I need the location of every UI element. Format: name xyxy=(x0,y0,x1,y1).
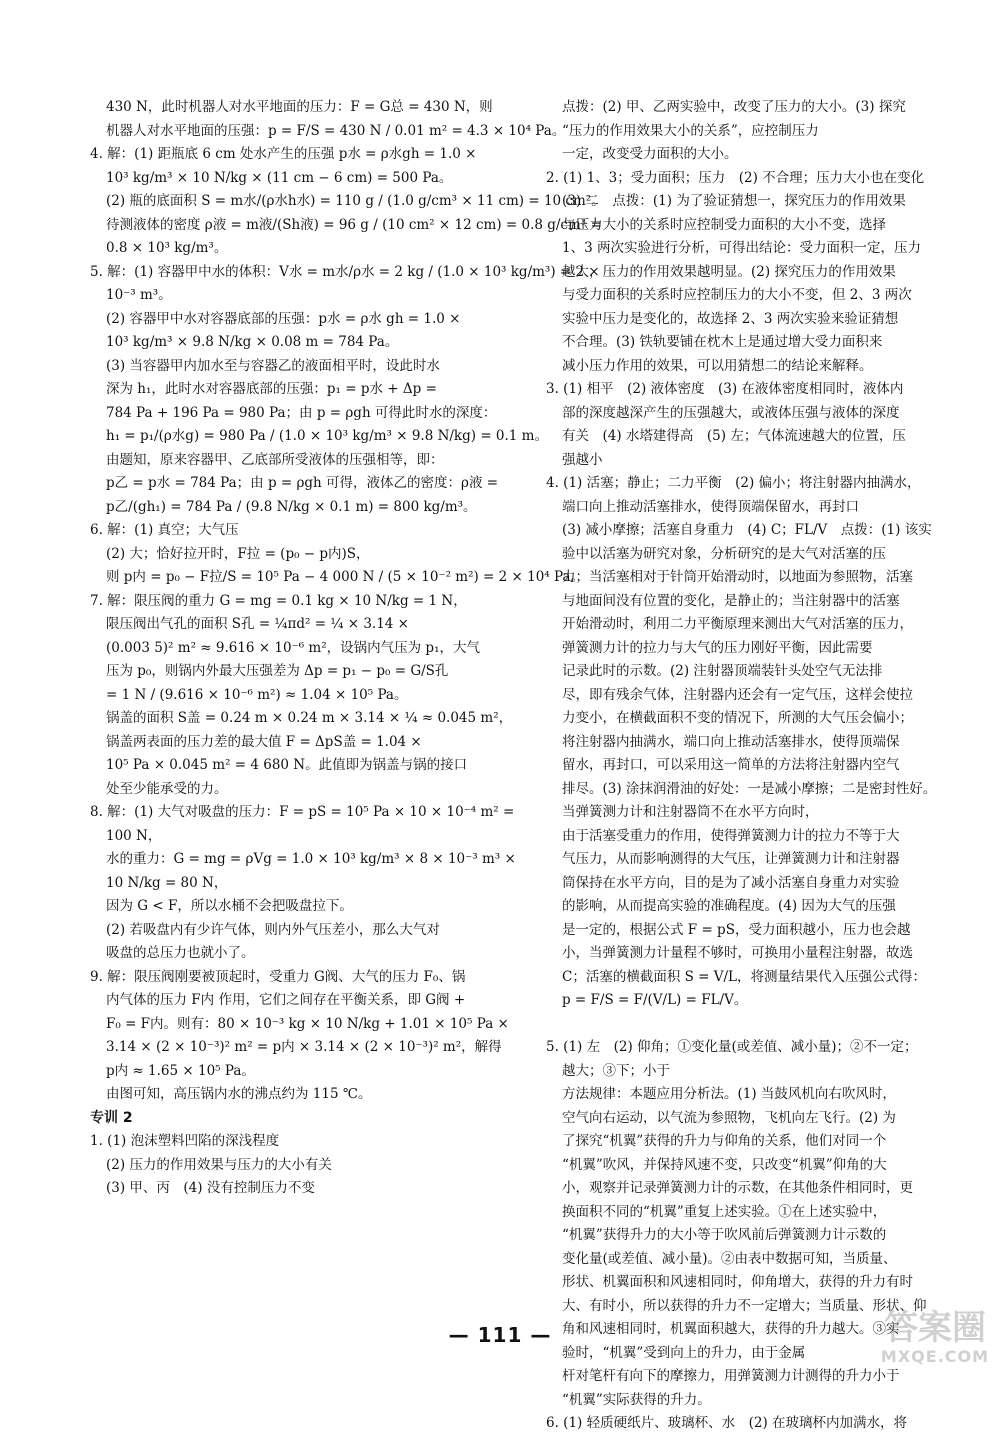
left-column-line: 8. 解：(1) 大气对吸盘的压力：F = pS = 10⁵ Pa × 10 × 10⁻⁴ m² = xyxy=(90,804,515,820)
left-column-line: (3) 甲、丙 (4) 没有控制压力不变 xyxy=(106,1180,315,1196)
left-column-line: 限压阀出气孔的面积 S孔 = ¼πd² = ¼ × 3.14 × xyxy=(106,616,409,632)
right-column-line: 力变小，在横截面积不变的情况下，所测的大气压会偏小； xyxy=(562,710,913,726)
right-column-line: “机翼”实际获得的升力。 xyxy=(562,1391,711,1408)
right-column-line: 方法规律：本题应用分析法。(1) 当鼓风机向右吹风时， xyxy=(562,1086,896,1102)
left-column-line: (2) 大；恰好拉开时，F拉 = (p₀ − p内)S， xyxy=(106,545,370,562)
right-column-line: 由于活塞受重力的作用，使得弹簧测力计的拉力不等于大 xyxy=(562,827,900,844)
left-column-line: p乙/(gh₁) = 784 Pa / (9.8 N/kg × 0.1 m) = 800 kg/m³。 xyxy=(106,498,477,515)
left-column-line: 处至少能承受的力。 xyxy=(106,780,228,797)
left-column-line: 专训 2 xyxy=(90,1109,133,1126)
right-column-line: 5. (1) 左 (2) 仰角；①变化量(或差值、减小量)；②不一定； xyxy=(546,1039,918,1055)
right-column-line: “机翼”获得升力的大小等于吹风前后弹簧测力计示数的 xyxy=(562,1227,887,1243)
right-column-line: 排尽。(3) 涂抹润滑油的好处：一是减小摩擦；二是密封性好。 xyxy=(562,780,937,797)
watermark-logo xyxy=(880,1309,990,1379)
right-column-line: (3) 减小摩擦；活塞自身重力 (4) C；FL/V 点拨：(1) 该实 xyxy=(562,522,932,538)
right-column-line: 将注射器内抽满水，端口向上推动活塞排水，使得顶端保 xyxy=(562,733,900,750)
left-column-line: 10⁵ Pa × 0.045 m² = 4 680 N。此值即为锅盖与锅的接口 xyxy=(106,757,468,773)
right-column-line: 有关 (4) 水塔建得高 (5) 左；气体流速越大的位置，压 xyxy=(562,428,906,444)
right-column-line: 6. (1) 轻质硬纸片、玻璃杯、水 (2) 在玻璃杯内加满水，将 xyxy=(546,1415,907,1431)
right-column-line: 形状、机翼面积和风速相同时，仰角增大，获得的升力有时 xyxy=(562,1274,913,1290)
right-column-line: 越大；③下；小于 xyxy=(562,1062,670,1079)
left-column-line: 5. 解：(1) 容器甲中水的体积：V水 = m水/ρ水 = 2 kg / (1.0 × 10³ kg/m³) = 2 × xyxy=(90,263,600,280)
right-column-line: 部的深度越深产生的压强越大，或液体压强与液体的深度 xyxy=(562,404,900,421)
right-column-line: 强越小 xyxy=(562,451,603,468)
left-column-line: 10 N/kg = 80 N， xyxy=(106,874,228,891)
left-column-line: 100 N， xyxy=(106,827,162,844)
left-column-line: 10³ kg/m³ × 9.8 N/kg × 0.08 m = 784 Pa。 xyxy=(106,334,399,350)
right-column-line: 力；当活塞相对于针筒开始滑动时，以地面为参照物，活塞 xyxy=(562,569,913,585)
right-column-line: 记录此时的示数。(2) 注射器顶端装针头处空气无法排 xyxy=(562,663,883,679)
left-column-line: 3.14 × (2 × 10⁻³)² m² = p内 × 3.14 × (2 × 10⁻³)² m²，解得 xyxy=(106,1039,502,1055)
left-column-line: p内 ≈ 1.65 × 10⁵ Pa。 xyxy=(106,1062,255,1079)
right-column-line: 1、3 两次实验进行分析，可得出结论：受力面积一定，压力 xyxy=(562,240,921,256)
right-column-line: 弹簧测力计的拉力与大气的压力刚好平衡，因此需要 xyxy=(562,639,873,656)
left-column-line: 锅盖的面积 S盖 = 0.24 m × 0.24 m × 3.14 × ¼ ≈ 0.045 m²， xyxy=(106,710,513,726)
left-column-line: 由图可知，高压锅内水的沸点约为 115 ℃。 xyxy=(106,1086,372,1102)
right-column-line: 变化量(或差值、减小量)。②由表中数据可知，当质量、 xyxy=(562,1250,897,1267)
right-column-line: (3) 二 点拨：(1) 为了验证猜想一，探究压力的作用效果 xyxy=(562,193,906,209)
watermark-logo-url: MXQE.COM xyxy=(880,1347,990,1366)
right-column-line: 不合理。(3) 铁轨要铺在枕木上是通过增大受力面积来 xyxy=(562,334,883,350)
left-column-line: 水的重力：G = mg = ρVg = 1.0 × 10³ kg/m³ × 8 × 10⁻³ m³ × xyxy=(106,851,516,867)
left-column-line: (2) 瓶的底面积 S = m水/(ρ水h水) = 110 g / (1.0 g/cm³ × 11 cm) = 10 cm²。 xyxy=(106,193,605,209)
left-column-line: h₁ = p₁/(ρ水g) = 980 Pa / (1.0 × 10³ kg/m³ × 9.8 N/kg) = 0.1 m。 xyxy=(106,428,548,444)
left-column-line: (0.003 5)² m² ≈ 9.616 × 10⁻⁶ m²，设锅内气压为 p₁，大气 xyxy=(106,639,480,656)
left-column-line: = 1 N / (9.616 × 10⁻⁶ m²) ≈ 1.04 × 10⁵ Pa。 xyxy=(106,686,408,703)
right-column-line: 当弹簧测力计和注射器筒不在水平方向时， xyxy=(562,804,819,820)
left-column-line: 机器人对水平地面的压强：p = F/S = 430 N / 0.01 m² = 4.3 × 10⁴ Pa。 xyxy=(106,122,566,139)
left-column-line: 压为 p₀，则锅内外最大压强差为 Δp = p₁ − p₀ = G/S孔 xyxy=(106,663,449,679)
right-column-line: 角和风速相同时，机翼面积越大，获得的升力越大。③实 xyxy=(562,1321,900,1337)
left-column-line: 内气体的压力 F内 作用，它们之间存在平衡关系，即 G阀 + xyxy=(106,992,466,1008)
right-column-line: 小，当弹簧测力计量程不够时，可换用小量程注射器，故选 xyxy=(562,945,913,961)
right-column-line: 一定，改变受力面积的大小。 xyxy=(562,146,738,162)
right-column-line: 3. (1) 相平 (2) 液体密度 (3) 在液体密度相同时，液体内 xyxy=(546,381,904,397)
right-column-line: 小，观察并记录弹簧测力计的示数，在其他条件相同时，更 xyxy=(562,1180,913,1196)
right-column-line: p = F/S = F/(V/L) = FL/V。 xyxy=(562,992,748,1008)
left-column-line: (2) 压力的作用效果与压力的大小有关 xyxy=(106,1156,332,1173)
right-column-line: C；活塞的横截面积 S = V/L，将测量结果代入压强公式得： xyxy=(562,968,927,985)
right-column-line: 空气向右运动，以气流为参照物，飞机向左飞行。(2) 为 xyxy=(562,1109,896,1126)
left-column-line: 9. 解：限压阀刚要被顶起时，受重力 G阀、大气的压力 F₀、锅 xyxy=(90,968,466,985)
right-column-line: 与受力面积的关系时应控制压力的大小不变，但 2、3 两次 xyxy=(562,287,912,303)
watermark-logo-mark: 答案圈 xyxy=(884,1308,986,1348)
right-column-line: “机翼”吹风，并保持风速不变，只改变“机翼”仰角的大 xyxy=(562,1156,887,1173)
left-column-line: 0.8 × 10³ kg/m³。 xyxy=(106,240,228,256)
left-column-line: 1. (1) 泡沫塑料凹陷的深浅程度 xyxy=(90,1133,280,1149)
left-column-line: 430 N，此时机器人对水平地面的压力：F = G总 = 430 N，则 xyxy=(106,99,493,115)
right-column-line: “压力的作用效果大小的关系”，应控制压力 xyxy=(562,122,819,139)
left-column-line: 6. 解：(1) 真空；大气压 xyxy=(90,522,239,538)
left-column-line: 锅盖两表面的压力差的最大值 F = ΔpS盖 = 1.04 × xyxy=(106,733,422,750)
right-column-line xyxy=(546,1013,986,1037)
right-column-line: 减小压力作用的效果，可以用猜想二的结论来解释。 xyxy=(562,357,873,374)
right-column-line: 是一定的，根据公式 F = pS，受力面积越小，压力也会越 xyxy=(562,921,911,938)
left-column-line: 深为 h₁，此时水对容器底部的压强：p₁ = p水 + Δp = xyxy=(106,381,437,397)
right-column xyxy=(546,96,986,1436)
right-column-line: 与地面间没有位置的变化，是静止的；当注射器中的活塞 xyxy=(562,592,900,609)
page-number: — 111 — xyxy=(448,1323,552,1347)
left-column-line: (3) 当容器甲内加水至与容器乙的液面相平时，设此时水 xyxy=(106,357,440,374)
left-column-line: 10³ kg/m³ × 10 N/kg × (11 cm − 6 cm) = 500 Pa。 xyxy=(106,169,453,186)
right-column-line: 尽，即有残余气体，注射器内还会有一定气压，这样会使拉 xyxy=(562,686,913,703)
right-column-line: 验中以活塞为研究对象，分析研究的是大气对活塞的压 xyxy=(562,545,886,562)
right-column-line: 端口向上推动活塞排水，使得顶端保留水，再封口 xyxy=(562,498,859,515)
left-column-line: 784 Pa + 196 Pa = 980 Pa；由 p = ρgh 可得此时水的深度： xyxy=(106,404,497,421)
left-column-line: (2) 若吸盘内有少许气体，则内外气压差小，那么大气对 xyxy=(106,921,440,938)
left-column-line: 7. 解：限压阀的重力 G = mg = 0.1 kg × 10 N/kg = 1 N， xyxy=(90,592,467,609)
right-column-line: 越大，压力的作用效果越明显。(2) 探究压力的作用效果 xyxy=(562,263,896,280)
right-column-line: 留水，再封口，可以采用这一简单的方法将注射器内空气 xyxy=(562,757,900,773)
right-column-line: 大、有时小，所以获得的升力不一定增大；当质量、形状、仰 xyxy=(562,1297,927,1314)
right-column-line: 4. (1) 活塞；静止；二力平衡 (2) 偏小；将注射器内抽满水， xyxy=(546,475,921,491)
left-column-line: p乙 = p水 = 784 Pa；由 p = ρgh 可得，液体乙的密度：ρ液 = xyxy=(106,475,499,491)
left-column-line: 10⁻³ m³。 xyxy=(106,287,172,303)
right-column-line: 杆对笔杆有向下的摩擦力，用弹簧测力计测得的升力小于 xyxy=(562,1368,900,1384)
right-column-line: 筒保持在水平方向，目的是为了减小活塞自身重力对实验 xyxy=(562,874,900,891)
right-column-line: 与压力大小的关系时应控制受力面积的大小不变，选择 xyxy=(562,216,886,233)
right-column-line: 开始滑动时，利用二力平衡原理来测出大气对活塞的压力， xyxy=(562,616,913,632)
right-column-line: 了探究“机翼”获得的升力与仰角的关系，他们对同一个 xyxy=(562,1133,887,1149)
left-column-line: 因为 G < F，所以水桶不会把吸盘拉下。 xyxy=(106,898,353,914)
right-column-line: 点拨：(2) 甲、乙两实验中，改变了压力的大小。(3) 探究 xyxy=(562,99,906,115)
right-column-line: 气压力，从而影响测得的大气压，让弹簧测力计和注射器 xyxy=(562,851,900,867)
left-column-line: F₀ = F内。则有：80 × 10⁻³ kg × 10 N/kg + 1.01 × 10⁵ Pa × xyxy=(106,1015,509,1032)
right-column-line: 的影响，从而提高实验的准确程度。(4) 因为大气的压强 xyxy=(562,898,896,914)
left-column-line: 4. 解：(1) 距瓶底 6 cm 处水产生的压强 p水 = ρ水gh = 1.0 × xyxy=(90,146,477,162)
right-column-line: 换面积不同的“机翼”重复上述实验。①在上述实验中， xyxy=(562,1203,887,1220)
left-column-line: (2) 容器甲中水对容器底部的压强：p水 = ρ水 gh = 1.0 × xyxy=(106,310,461,327)
right-column-line: 实验中压力是变化的，故选择 2、3 两次实验来验证猜想 xyxy=(562,310,899,327)
left-column-line: 则 p内 = p₀ − F拉/S = 10⁵ Pa − 4 000 N / (5 × 10⁻² m²) = 2 × 10⁴ Pa。 xyxy=(106,569,585,585)
right-column-line: 验时，“机翼”受到向上的升力，由于金属 xyxy=(562,1344,806,1361)
left-column-line: 待测液体的密度 ρ液 = m液/(Sh液) = 96 g / (10 cm² × 12 cm) = 0.8 g/cm³ = xyxy=(106,216,602,233)
left-column-line: 吸盘的总压力也就小了。 xyxy=(106,945,255,961)
right-column-line: 2. (1) 1、3；受力面积；压力 (2) 不合理；压力大小也在变化 xyxy=(546,169,925,186)
left-column-line: 由题知，原来容器甲、乙底部所受液体的压强相等，即： xyxy=(106,451,444,468)
